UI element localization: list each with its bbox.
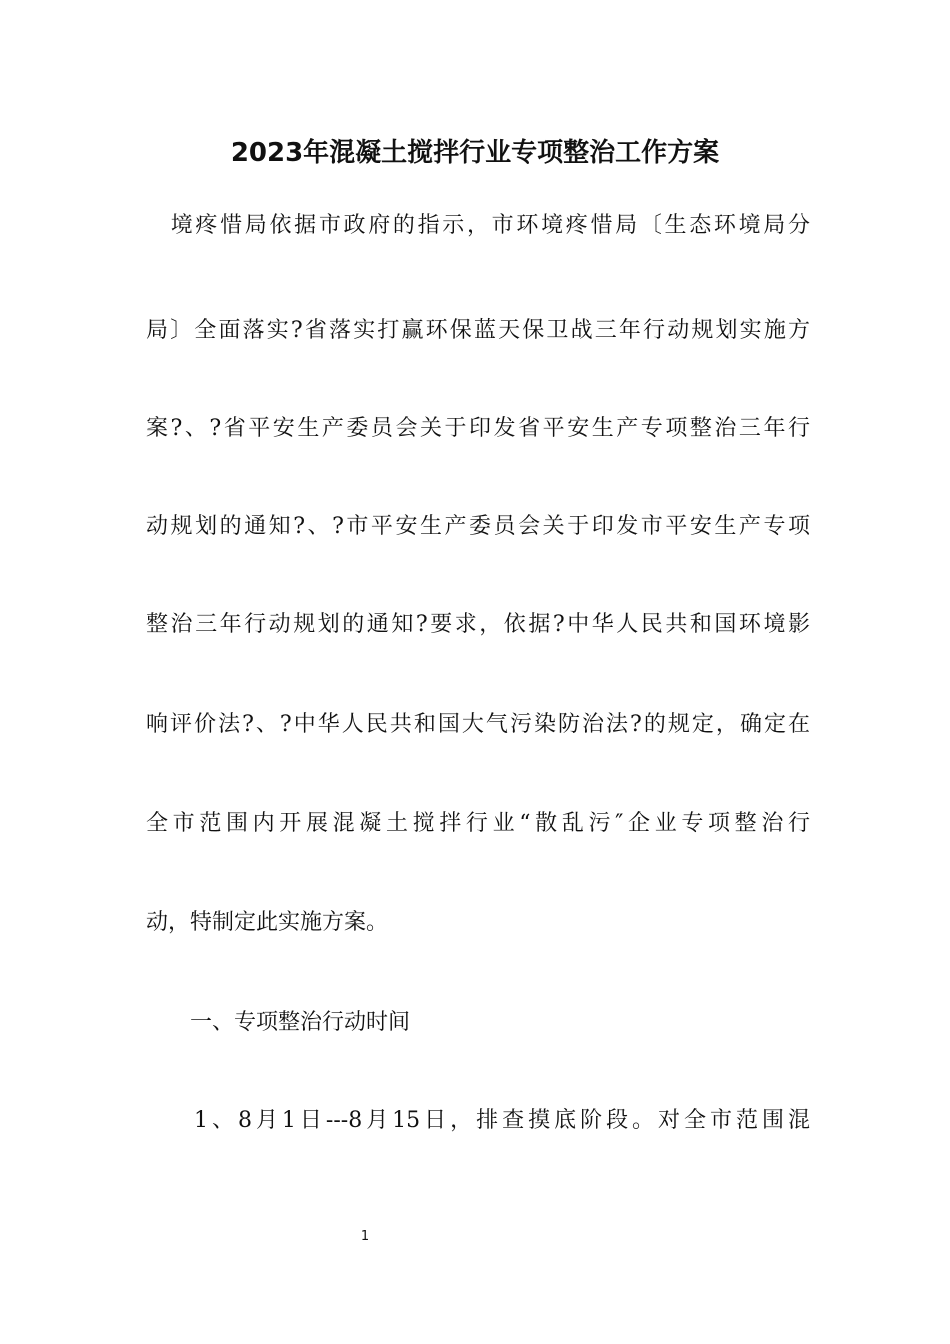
paragraph-line: 整治三年行动规划的通知?要求，依据?中华人民共和国环境影 xyxy=(146,612,810,637)
page-number: 1 xyxy=(360,1229,370,1244)
paragraph-line: 全市范围内开展混凝土搅拌行业“散乱污″企业专项整治行 xyxy=(146,811,810,836)
paragraph-line: 响评价法?、?中华人民共和国大气污染防治法?的规定，确定在 xyxy=(146,712,810,737)
paragraph-line: 境疼惜局依据市政府的指示，市环境疼惜局〔生态环境局分 xyxy=(146,213,810,238)
paragraph-line: 局〕全面落实?省落实打赢环保蓝天保卫战三年行动规划实施方 xyxy=(146,318,810,343)
document-title: 2023年混凝土搅拌行业专项整治工作方案 xyxy=(230,138,720,168)
paragraph-line: 案?、?省平安生产委员会关于印发省平安生产专项整治三年行 xyxy=(146,416,810,441)
paragraph-line: 1、8月1日---8月15日，排查摸底阶段。对全市范围混 xyxy=(168,1108,810,1133)
paragraph-line: 动，特制定此实施方案。 xyxy=(146,910,389,935)
paragraph-line: 动规划的通知?、?市平安生产委员会关于印发市平安生产专项 xyxy=(146,514,810,539)
section-heading: 一、专项整治行动时间 xyxy=(168,1010,411,1035)
